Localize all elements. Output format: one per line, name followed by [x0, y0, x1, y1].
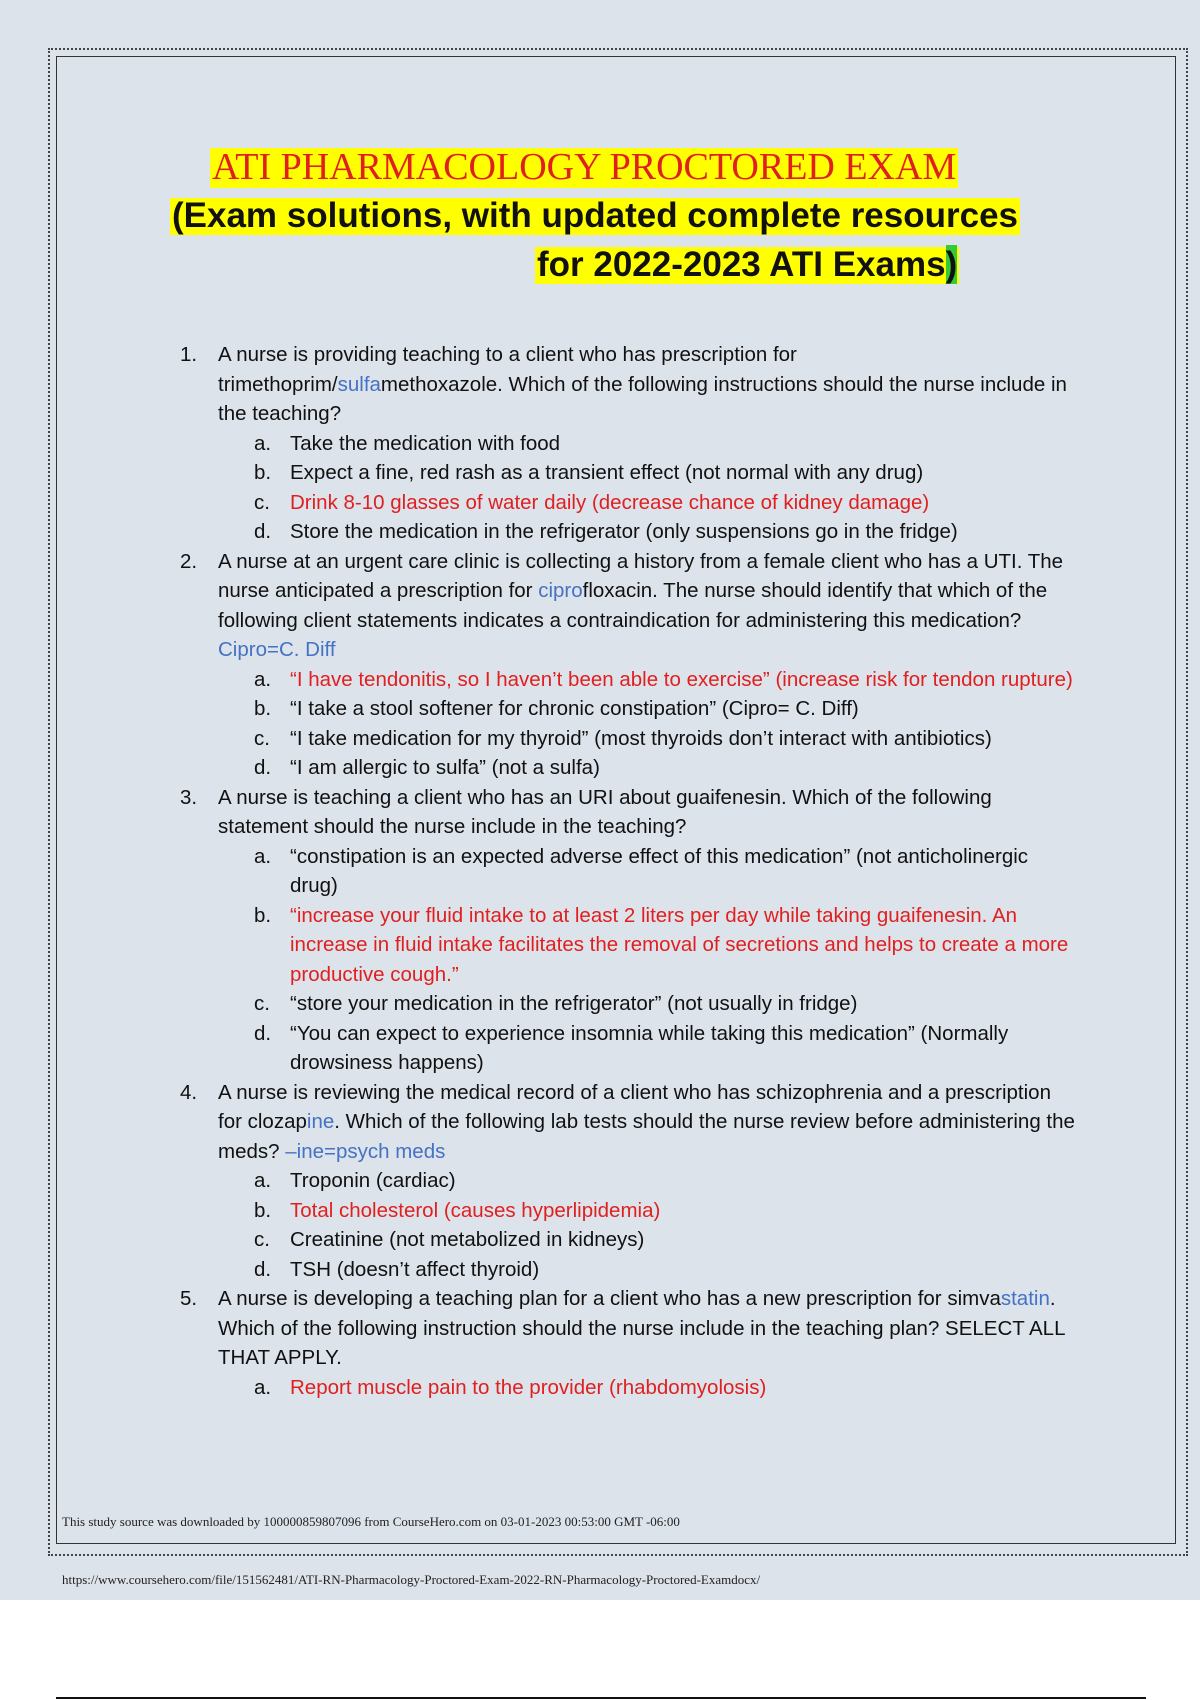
- text-run: Store the medication in the refrigerator (only suspensions go in the fridge): [290, 520, 958, 543]
- answer-option: [180, 1255, 1080, 1285]
- option-label: c.: [254, 992, 270, 1015]
- question-number: 1.: [180, 343, 198, 366]
- option-label: d.: [254, 520, 272, 543]
- subtitle-line2-text: for 2022-2023 ATI Exams: [537, 245, 946, 284]
- option-label: b.: [254, 1198, 272, 1222]
- option-text: [290, 1019, 1080, 1078]
- option-label: a.: [254, 667, 272, 691]
- option-text: [290, 488, 1080, 518]
- bottom-divider: [56, 1697, 1146, 1699]
- answer-option: [180, 724, 1080, 754]
- option-text: [290, 665, 1080, 695]
- answer-options: [180, 665, 1080, 783]
- option-label: d.: [254, 1257, 272, 1281]
- text-run: Cipro=C. Diff: [218, 638, 336, 661]
- question-item: [180, 1284, 1080, 1373]
- answer-option: [180, 1166, 1080, 1196]
- option-text: [290, 1196, 1080, 1226]
- option-text: [290, 1255, 1080, 1285]
- text-run: methoxazole. Which of the following instructions should the nurse include in the teaching?: [218, 372, 1067, 425]
- answer-option: [180, 694, 1080, 724]
- question-number: 5.: [180, 1287, 198, 1310]
- option-label: c.: [254, 490, 270, 514]
- option-label: a.: [254, 1169, 272, 1192]
- answer-option: [180, 488, 1080, 518]
- answer-option: [180, 517, 1080, 547]
- option-text: [290, 842, 1080, 901]
- answer-option: [180, 665, 1080, 695]
- text-run: . Which of the following instruction should the nurse include in the teaching plan? SELECT ALL THAT APPLY.: [218, 1287, 1065, 1369]
- question-item: [180, 1078, 1080, 1167]
- text-run: –ine=psych meds: [285, 1139, 446, 1163]
- option-label: c.: [254, 1228, 270, 1251]
- answer-options: [180, 429, 1080, 547]
- option-text: [290, 517, 1080, 547]
- question-item: [180, 340, 1080, 429]
- option-text: [290, 694, 1080, 724]
- subtitle-closing-paren: ): [945, 245, 958, 284]
- text-run: Drink 8-10 glasses of water daily (decrease chance of kidney damage): [290, 490, 930, 514]
- option-text: [290, 989, 1080, 1019]
- question-item: [180, 783, 1080, 842]
- answer-options: [180, 842, 1080, 1078]
- document-subtitle-line2: [535, 247, 959, 284]
- text-run: sulfa: [337, 372, 381, 396]
- answer-option: [180, 1019, 1080, 1078]
- source-url: https://www.coursehero.com/file/151562481/ATI-RN-Pharmacology-Proctored-Exam-2022-RN-Pharmacology-Proctored-Examdocx/: [62, 1572, 761, 1587]
- text-run: ine: [306, 1110, 335, 1133]
- answer-option: [180, 1196, 1080, 1226]
- question-list: [180, 340, 1080, 1402]
- option-label: a.: [254, 431, 272, 455]
- text-run: Total cholesterol (causes hyperlipidemia): [290, 1198, 661, 1222]
- option-label: b.: [254, 697, 272, 720]
- answer-option: [180, 989, 1080, 1019]
- text-run: A nurse is reviewing the medical record of a client who has schizophrenia and a prescription for clozap: [218, 1080, 1051, 1133]
- text-run: A nurse is teaching a client who has an URI about guaifenesin. Which of the following statement should the nurse include in the teaching?: [218, 785, 992, 838]
- question-stem: [218, 1284, 1080, 1373]
- option-text: [290, 429, 1080, 459]
- option-text: [290, 1225, 1080, 1255]
- text-run: Creatinine (not metabolized in kidneys): [290, 1228, 645, 1251]
- question-number: 2.: [180, 549, 198, 573]
- option-label: d.: [254, 756, 272, 779]
- text-run: Take the medication with food: [290, 431, 561, 455]
- question-number: 4.: [180, 1080, 198, 1104]
- option-text: [290, 901, 1080, 990]
- question-stem: [218, 340, 1080, 429]
- text-run: TSH (doesn’t affect thyroid): [290, 1257, 540, 1281]
- text-run: “store your medication in the refrigerator” (not usually in fridge): [290, 992, 858, 1015]
- answer-option: [180, 901, 1080, 990]
- option-label: a.: [254, 844, 272, 868]
- answer-option: [180, 753, 1080, 783]
- question-item: [180, 547, 1080, 665]
- option-label: b.: [254, 903, 272, 927]
- text-run: “You can expect to experience insomnia while taking this medication” (Normally drowsiness happens): [290, 1021, 1009, 1074]
- question-number: 3.: [180, 785, 198, 809]
- text-run: “I take medication for my thyroid” (most thyroids don’t interact with antibiotics): [290, 726, 992, 750]
- text-run: Expect a fine, red rash as a transient effect (not normal with any drug): [290, 461, 924, 484]
- option-text: [290, 1166, 1080, 1196]
- option-text: [290, 458, 1080, 488]
- option-text: [290, 724, 1080, 754]
- option-label: a.: [254, 1375, 272, 1399]
- text-run: “increase your fluid intake to at least 2 liters per day while taking guaifenesin. An increase in fluid intake facilitates the removal of secretions and helps to create a more productive cough.”: [290, 903, 1069, 986]
- option-text: [290, 753, 1080, 783]
- text-run: “I take a stool softener for chronic constipation” (Cipro= C. Diff): [290, 697, 859, 720]
- answer-option: [180, 429, 1080, 459]
- question-stem: [218, 783, 1080, 842]
- document-title: ATI PHARMACOLOGY PROCTORED EXAM: [212, 146, 957, 188]
- document-subtitle-line1: (Exam solutions, with updated complete resources: [172, 196, 1019, 235]
- question-stem: [218, 547, 1080, 665]
- question-stem: [218, 1078, 1080, 1167]
- answer-option: [180, 842, 1080, 901]
- text-run: cipro: [538, 579, 583, 602]
- answer-options: [180, 1373, 1080, 1403]
- option-label: c.: [254, 726, 270, 750]
- text-run: statin: [1000, 1287, 1050, 1310]
- text-run: Troponin (cardiac): [290, 1169, 456, 1192]
- text-run: A nurse is developing a teaching plan for a client who has a new prescription for simva: [218, 1287, 1001, 1310]
- answer-option: [180, 1225, 1080, 1255]
- text-run: A nurse at an urgent care clinic is collecting a history from a female client who has a UTI. The nurse anticipated a prescription for: [218, 549, 1064, 602]
- option-label: b.: [254, 461, 272, 484]
- text-run: “constipation is an expected adverse effect of this medication” (not anticholinergic drug): [290, 844, 1029, 897]
- text-run: Report muscle pain to the provider (rhabdomyolosis): [290, 1375, 767, 1399]
- answer-option: [180, 1373, 1080, 1403]
- option-text: [290, 1373, 1080, 1403]
- answer-options: [180, 1166, 1080, 1284]
- answer-option: [180, 458, 1080, 488]
- text-run: A nurse is providing teaching to a client who has prescription for trimethoprim/: [218, 343, 797, 396]
- text-run: . Which of the following lab tests should the nurse review before administering the meds?: [218, 1110, 1075, 1163]
- text-run: “I have tendonitis, so I haven’t been able to exercise” (increase risk for tendon rupture): [290, 667, 1073, 691]
- download-source-note: This study source was downloaded by 100000859807096 from CourseHero.com on 03-01-2023 00:53:00 GMT -06:00: [62, 1514, 680, 1529]
- option-label: d.: [254, 1021, 272, 1045]
- text-run: “I am allergic to sulfa” (not a sulfa): [290, 756, 600, 779]
- text-run: floxacin. The nurse should identify that which of the following client statements indicates a contraindication for administering this medication?: [218, 579, 1048, 632]
